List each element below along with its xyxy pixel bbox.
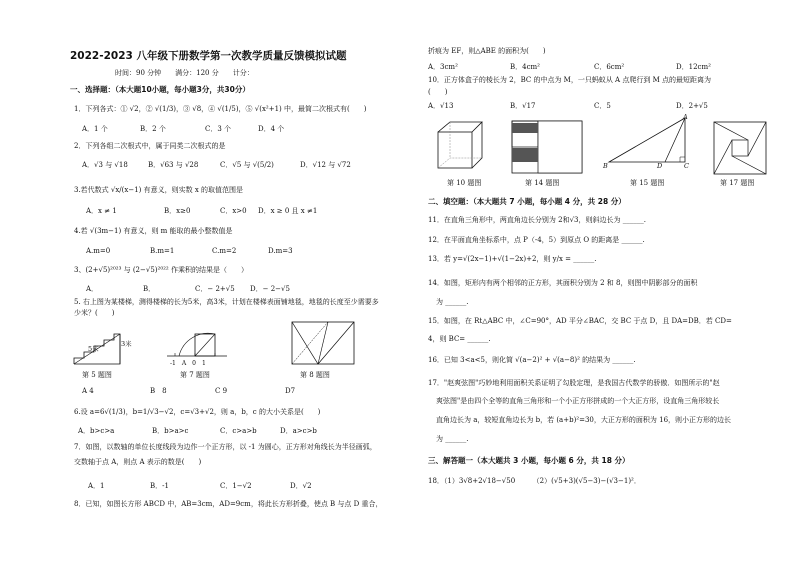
fig15-caption: 第 15 题图 <box>630 179 665 187</box>
q3b-option-d: D．− 2−√5 <box>250 285 290 293</box>
q3-option-c: C．x>0 <box>220 207 247 215</box>
staircase-figure <box>72 322 147 367</box>
q3b-option-a: A． <box>86 285 99 293</box>
section-2-heading: 二、填空题：（本大题共 7 小题，每小题 4 分，共 28 分） <box>428 197 626 206</box>
question-10: 10．正方体盒子的棱长为 2，BC 的中点为 M，一只蚂蚁从 A 点爬行到 M 点的最短距离为 <box>428 76 711 84</box>
squares-rectangle-figure <box>511 120 583 174</box>
q6-option-a: A．b>c>a <box>78 427 115 435</box>
q5-option-d: D7 <box>285 387 296 395</box>
q8-option-a: A．3cm² <box>428 63 458 71</box>
question-14-cont: 为 ______. <box>436 298 469 306</box>
question-5: 5. 右上图为某楼梯，测得楼梯的长为5米，高3米，计划在楼梯表面铺地毯，地毯的长度至少需要多 <box>74 298 379 306</box>
q5-option-b: B 8 <box>150 387 167 395</box>
section-1-heading: 一、选择题：（本大题10小题，每小题3分，共30分） <box>70 85 250 94</box>
q5-option-a: A 4 <box>82 387 94 395</box>
q2-option-c: C．√5 与 √(5/2) <box>220 161 274 169</box>
right-triangle-figure <box>605 114 695 174</box>
q8-option-d: D．12cm² <box>676 63 711 71</box>
staircase-length-label: 5米 <box>88 345 99 353</box>
question-18: 18．（1）3√8+2√18−√50 （2）(√5+3)(√5−3)−(√3−1)²． <box>428 477 641 485</box>
folded-rectangle-figure <box>288 318 358 368</box>
q10-option-c: C．5 <box>594 102 611 110</box>
q7-option-b: B．-1 <box>150 482 169 490</box>
q4-option-d: D.m=3 <box>268 247 293 255</box>
q7-option-d: D．√2 <box>290 482 312 490</box>
page-title: 2022-2023 八年级下册数学第一次教学质量反馈模拟试题 <box>70 50 347 62</box>
q4-option-a: A.m=0 <box>86 247 111 255</box>
fig17-caption: 第 17 题图 <box>720 179 755 187</box>
question-2: 2．下列各组二次根式中，属于同类二次根式的是 <box>74 142 226 150</box>
q3-option-d: D．x ≥ 0 且 x ≠1 <box>258 207 318 215</box>
question-5-cont: 少米？( ) <box>74 309 115 317</box>
q3b-option-b: B． <box>143 285 156 293</box>
q2-option-b: B．√63 与 √28 <box>148 161 199 169</box>
q6-option-c: C．c>a>b <box>220 427 257 435</box>
fig10-caption: 第 10 题图 <box>447 179 482 187</box>
q3-option-a: A．x ≠ 1 <box>86 207 117 215</box>
question-8: 8．已知，如图长方形 ABCD 中，AB=3cm，AD=9cm，将此长方形折叠，使点 B 与点 D 重合， <box>74 500 383 508</box>
point-b-label: B <box>603 162 608 170</box>
number-line-labels: -1 A 0 1 <box>170 360 206 367</box>
q10-option-b: B．√17 <box>510 102 536 110</box>
question-3b: 3、(2+√5)²⁰²³ 与 (2−√5)²⁰²² 作乘积的结果是（ ） <box>74 266 248 274</box>
question-17-line4: 为 ______. <box>436 435 469 443</box>
q4-option-b: B.m=1 <box>150 247 175 255</box>
q1-option-c: C．3 个 <box>205 125 232 133</box>
q8-option-c: C．6cm² <box>594 63 625 71</box>
q2-option-a: A．√3 与 √18 <box>82 161 128 169</box>
section-3-heading: 三、解答题一（本大题共 3 小题，每小题 6 分，共 18 分） <box>428 456 630 465</box>
question-12: 12．在平面直角坐标系中，点 P（-4，5）到原点 O 的距离是 ______. <box>428 236 645 244</box>
exam-meta: 时间：90 分钟 满分：120 分 计分： <box>115 69 254 77</box>
question-16: 16．已知 3<a<5，则化简 √(a−2)² + √(a−8)² 的结果为 ______. <box>428 356 636 364</box>
question-4: 4.若 √(3m−1) 有意义，则 m 能取的最小整数值是 <box>74 227 233 235</box>
fig14-caption: 第 14 题图 <box>525 179 560 187</box>
question-13: 13．若 y=√(2x−1)+√(1−2x)+2，则 y/x = ______. <box>428 255 597 263</box>
question-7-cont: 交数轴于点 A，则点 A 表示的数是( ) <box>74 458 202 466</box>
point-c-label: C <box>684 162 689 170</box>
question-3: 3.若代数式 √x/(x−1) 有意义，则实数 x 的取值范围是 <box>74 186 244 194</box>
q5-option-c: C 9 <box>215 387 228 395</box>
q10-option-a: A．√13 <box>428 102 454 110</box>
q6-option-d: D．a>c>b <box>280 427 317 435</box>
q3b-option-c: C．− 2+√5 <box>195 285 235 293</box>
question-1: 1．下列各式：① √2，② √(1/3)，③ √8，④ √(1/5)，⑤ √(x²+1) 中，最简二次根式有( ) <box>74 105 367 113</box>
question-15: 15．如图，在 Rt△ABC 中，∠C=90°，AD 平分∠BAC，交 BC 于点 D，且 DA=DB．若 CD= <box>428 317 732 325</box>
question-8-cont: 折痕为 EF，则△ABE 的面积为( ) <box>428 47 546 55</box>
fig8-caption: 第 8 题图 <box>300 371 330 379</box>
q8-option-b: B．4cm² <box>510 63 540 71</box>
question-15-cont: 4，则 BC= ______. <box>428 335 491 343</box>
q4-option-c: C.m=2 <box>212 247 237 255</box>
question-17-line3: 直角边长为 a，较短直角边长为 b，若 (a+b)²=30，大正方形的面积为 16，则小正方形的边长 <box>436 416 732 424</box>
q1-option-a: A．1 个 <box>82 125 108 133</box>
q10-option-d: D．2+√5 <box>676 102 708 110</box>
fig5-caption: 第 5 题图 <box>82 371 112 379</box>
staircase-height-label: 3米 <box>121 340 132 348</box>
q2-option-d: D．√12 与 √72 <box>300 161 351 169</box>
fig7-caption: 第 7 题图 <box>180 371 210 379</box>
q3-option-b: B．x≥0 <box>164 207 191 215</box>
cube-figure <box>436 120 486 172</box>
question-14: 14．如图，矩形内有两个相邻的正方形，其面积分别为 2 和 8，则图中阴影部分的面积 <box>428 279 698 287</box>
q7-option-c: C．1−√2 <box>220 482 252 490</box>
q1-option-b: B．2 个 <box>140 125 166 133</box>
question-7: 7．如图，以数轴的单位长度线段为边作一个正方形，以 -1 为圆心，正方形对角线长为半径画弧， <box>74 443 377 451</box>
q7-option-a: A．1 <box>88 482 105 490</box>
question-11: 11．在直角三角形中，两直角边长分别为 2和√3，则斜边长为 ______. <box>428 216 646 224</box>
point-a-label: A <box>683 113 688 121</box>
point-d-label: D <box>657 162 663 170</box>
question-17-line2: 爽弦图"是由四个全等的直角三角形和一个小正方形拼成的一个大正方形，设直角三角形较长 <box>436 397 720 405</box>
question-17: 17．"赵爽弦图"巧妙地利用面积关系证明了勾股定理，是我国古代数学的骄傲．如图所示的"赵 <box>428 379 720 387</box>
q1-option-d: D．4 个 <box>258 125 285 133</box>
q6-option-b: B．b>a>c <box>152 427 189 435</box>
question-10-cont: ( ) <box>428 88 448 96</box>
zhao-shuang-figure <box>712 120 768 176</box>
question-6: 6.设 a=6√(1/3)，b=1/√3−√2，c=√3+√2，则 a，b，c 的大小关系是( ) <box>74 408 321 416</box>
